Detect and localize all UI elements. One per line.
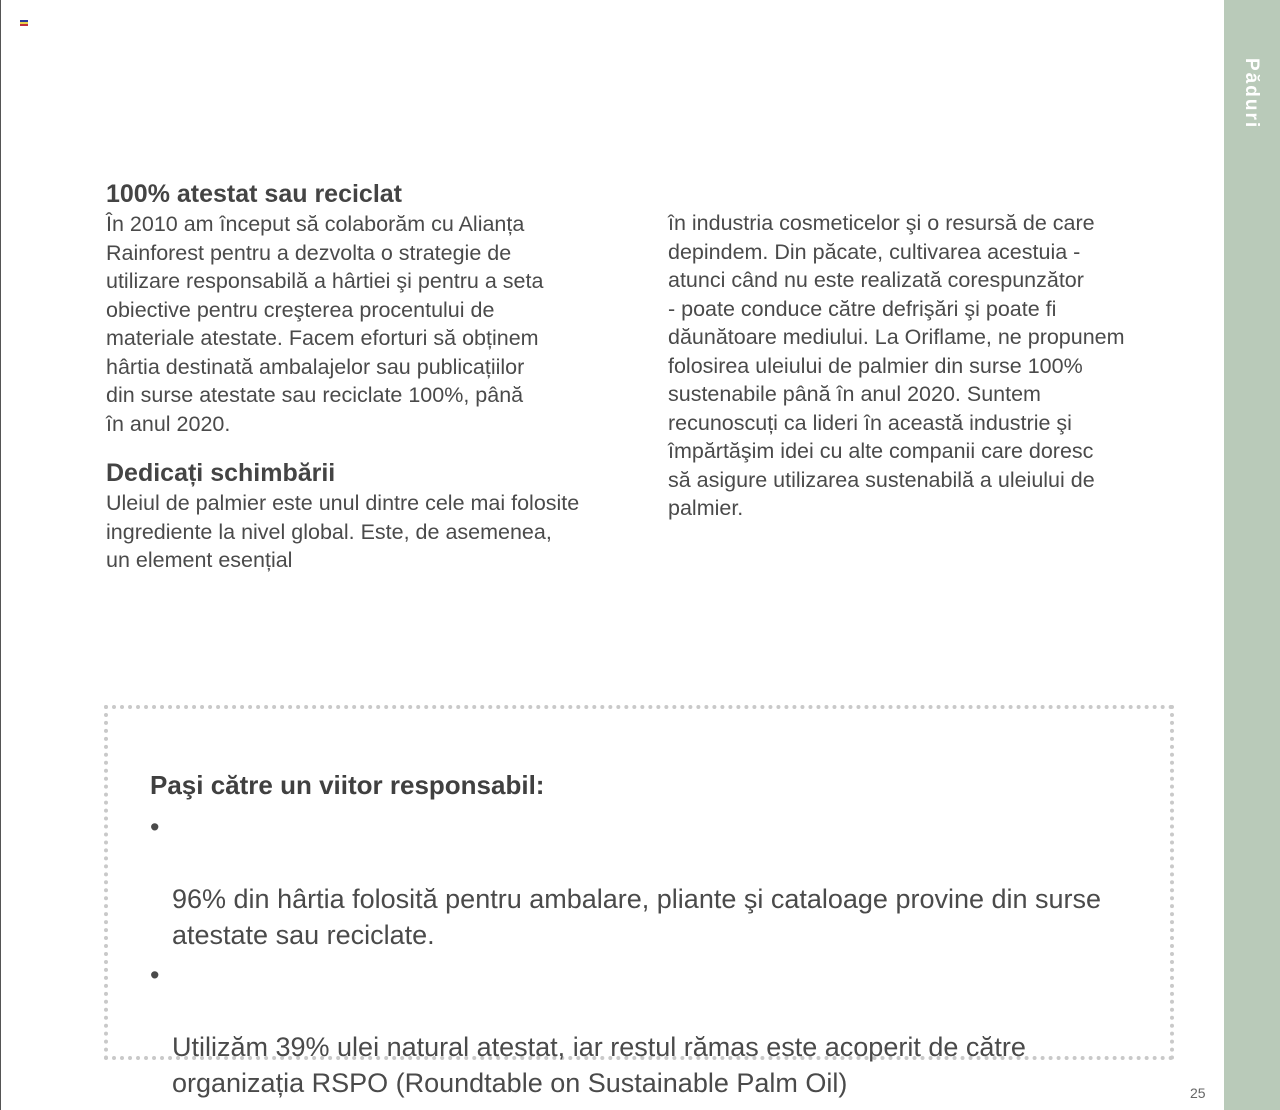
bullet-icon: • [150,812,160,842]
list-item-text: 96% din hârtia folosită pentru ambalare, pliante şi cataloage provine din surse atestate sau reciclate. [172,884,1102,950]
paragraph-palm-oil-continued: în industria cosmeticelor şi o resursă de care depindem. Din păcate, cultivarea acestuia - atunci când nu este realizată corespunzător - poate conduce către defrişări şi poate fi dăunătoare mediului. La Oriflame, ne propunem folosirea uleiului de palmier din surse 100% sustenabile până în anul 2020. Suntem recunoscuți ca lideri în această industrie şi împărtăşim idei cu alte companii care doresc să asigure utilizarea sustenabilă a uleiului de palmier. [668,211,1125,520]
steps-list [150,809,1150,1101]
section-side-band [1224,0,1280,1110]
page-left-edge [0,0,1,1110]
language-flag-icon[interactable] [20,20,28,26]
paragraph-rainforest-alliance: În 2010 am început să colaborăm cu Alianța Rainforest pentru a dezvolta o strategie de utilizare responsabilă a hârtiei şi pentru a seta obiective pentru creşterea procentului de materiale atestate. Facem eforturi să obținem hârtia destinată ambalajelor sau publicațiilor din surse atestate sau reciclate 100%, până în anul 2020. [106,212,544,436]
list-item [150,809,1150,953]
heading-certified-recycled: 100% atestat sau reciclat [106,180,403,208]
flag-stripe-red [20,24,28,26]
section-label: Păduri [1241,58,1262,130]
list-item-text: Utilizăm 39% ulei natural atestat, iar restul rămas este acoperit de către organizația RSPO (Roundtable on Sustainable Palm Oil) [172,1032,1026,1098]
left-column [106,178,626,575]
heading-dedicated-to-change: Dedicați schimbării [106,459,336,487]
bullet-icon: • [150,960,160,990]
right-column [668,209,1188,523]
paragraph-palm-oil-intro: Uleiul de palmier este unul dintre cele mai folosite ingrediente la nivel global. Este, de asemenea, un element esențial [106,491,580,572]
responsible-future-steps [150,770,1150,1105]
steps-title: Paşi către un viitor responsabil: [150,770,545,800]
page-number: 25 [1190,1085,1206,1101]
list-item [150,957,1150,1101]
